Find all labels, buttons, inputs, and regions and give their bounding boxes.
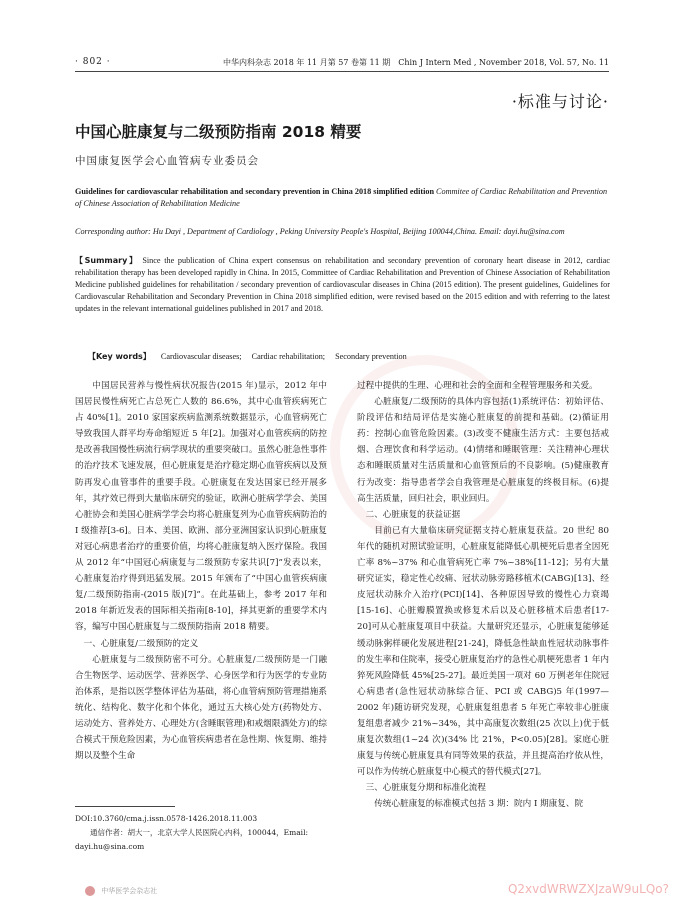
header-divider: [75, 71, 609, 72]
article-authors: 中国康复医学会心血管病专业委员会: [75, 155, 259, 167]
section-heading: 三、心脏康复分期和标准化流程: [365, 783, 486, 794]
corresponding-author: Corresponding author: Hu Dayi , Department of Cardiology , Peking University People's Hospital, Beijing 100044,China. Email: dayi.hu@sina.com: [75, 227, 565, 236]
summary-label: 【Summary】: [75, 256, 139, 265]
english-title: Guidelines for cardiovascular rehabilitation and secondary prevention in China 2018 simplified edition: [75, 187, 434, 196]
english-title-block: [75, 186, 610, 210]
section-heading: 二、心脏康复的获益证据: [365, 509, 461, 520]
paragraph: 心脏康复/二级预防的具体内容包括(1)系统评估：初始评估、阶段评估和结局评估是实施心脏康复的前提和基础。(2)循证用药：控制心血管危险因素。(3)改变不健康生活方式：主要包括戒烟、合理饮食和科学运动。(4)情绪和睡眠管理：关注精神心理状态和睡眠质量对生活质量和心血管预后的不良影响。(5)健康教育行为改变：指导患者学会自我管理是心脏康复的终极目标。(6)提高生活质量，回归社会，职业回归。: [357, 397, 609, 504]
page-number: · 802 ·: [75, 57, 111, 67]
footnote: [75, 812, 327, 854]
paragraph: 心脏康复与二级预防密不可分。心脏康复/二级预防是一门融合生物医学、运动医学、营养医学、心身医学和行为医学的专业防治体系，是指以医学整体评估为基础，将心血管病预防管理措施系统化、结构化、数字化和个体化，通过五大核心处方(药物处方、运动处方、营养处方、心理处方(含睡眠管理)和戒烟限酒处方)的综合模式干预危险因素，为心血管疾病患者在急性期、恢复期、维持期以及整个生命: [75, 654, 327, 762]
section-label: ·标准与讨论·: [511, 92, 609, 111]
publisher-footer: [85, 886, 157, 896]
keyword: Cardiovascular diseases;: [160, 352, 242, 361]
article-title: 中国心脏康复与二级预防指南 2018 精要: [75, 123, 362, 141]
english-authors: Commitee of Cardiac Rehabilitation and Prevention of Chinese Association of Rehabilitation Medicine: [75, 187, 608, 208]
keyword: Cardiac rehabilitation;: [251, 352, 326, 361]
body-column-left: [75, 378, 327, 764]
paragraph: 目前已有大量临床研究证据支持心脏康复获益。20 世纪 80 年代的随机对照试验证明，心脏康复能降低心肌梗死后患者全因死亡率 8%~37% 和心血管病死亡率 7%~38%[11-12]；另有大量研究证实，稳定性心绞痛、冠状动脉旁路移植术(CABG)[13]、经皮冠状动脉介入治疗(PCI)[14]、各种原因导致的慢性心力衰竭[15-16]、心脏瓣膜置换或修复术后以及心脏移植术后患者[17-20]可从心脏康复项目中获益。大量研究还显示，心脏康复能够延缓动脉粥样硬化发展进程[21-24]，降低急性缺血性冠状动脉事件的发生率和住院率，接受心脏康复治疗的急性心肌梗死患者 1 年内猝死风险降低 45%[25-27]。最近美国一项对 60 万例老年住院冠心病患者(急性冠状动脉综合征、PCI 或 CABG)5 年(1997—2002 年)随访研究发现，心脏康复组患者 5 年死亡率较非心脏康复组患者减少 21%~34%，其中高康复次数组(25 次以上)优于低康复次数组(1~24 次)(34% 比 21%，P<0.05)[28]。家庭心脏康复与传统心脏康复具有同等效果的获益，并且提高治疗依从性，可以作为传统心脏康复中心模式的替代模式[27]。: [357, 525, 609, 778]
section-heading: 一、心脏康复/二级预防的定义: [83, 638, 199, 649]
publisher-logo-icon: [85, 886, 95, 896]
correspondence-note: 通信作者：胡大一，北京大学人民医院心内科，100044，Email: dayi.hu@sina.com: [75, 828, 309, 851]
summary-text: Since the publication of China expert consensus on rehabilitation and secondary prevention of coronary heart disease in 2012, cardiac rehabilitation therapy has been developed rapidly in China. In 2015, Committee of Cardiac Rehabilitation and Prevention of Chinese Association of Rehabilitation Medicine published guidelines for rehabilitation / secondary prevention of cardiovascular diseases in China (2015 edition). The present guidelines, Guidelines for Cardiovascular Rehabilitation and Secondary Prevention in China 2018 simplified edition, were revised based on the 2015 edition and with referring to the latest updates in the relevant international guidelines published in 2017 and 2018.: [75, 256, 611, 313]
journal-header: 中华内科杂志 2018 年 11 月第 57 卷第 11 期 Chin J Intern Med , November 2018, Vol. 57, No. 11: [222, 58, 609, 67]
footnote-divider: [75, 806, 175, 807]
paragraph: 传统心脏康复的标准模式包括 3 期：院内 Ⅰ 期康复、院: [374, 799, 584, 810]
publisher-name: 中华医学会杂志社: [101, 887, 158, 895]
doi-text[interactable]: DOI:10.3760/cma.j.issn.0578-1426.2018.11.003: [75, 814, 258, 823]
paragraph: 过程中提供的生理、心理和社会的全面和全程管理服务和关爱。: [357, 381, 598, 391]
paragraph: 中国居民营养与慢性病状况报告(2015 年)显示，2012 年中国居民慢性病死亡占总死亡人数的 86.6%，其中心血管疾病死亡占 40%[1]。2010 家国家疾病监测系统数据显示，心血管病死亡导致我国人群平均寿命缩短近 5 年[2]。加强对心血管疾病的防控是改善我国慢性病流行病学现状的重要突破口。虽然心脏急性事件的治疗技术飞速发展，但心脏康复是治疗稳定期心血管疾病以及预防再发心血管事件的重要手段。心脏康复在发达国家已经开展多年，其疗效已得到大量临床研究的验证，欧洲心脏病学学会、美国心脏协会和美国心脏病学学会均将心脏康复列为心血管疾病防治的 Ⅰ 级推荐[3-6]。日本、美国、欧洲、部分亚洲国家认识到心脏康复对冠心病患者治疗的重要价值，均将心脏康复纳入医疗保险。我国从 2012 年“中国冠心病康复与二级预防专家共识[7]”发表以来，心脏康复治疗得到迅猛发展。2015 年颁布了“中国心血管疾病康复/二级预防指南-(2015 版)[7]”。在此基础上，参考 2017 年和 2018 年新近发表的国际相关指南[8-10]，择其更新的重要学术内容，编写中国心脏康复与二级预防指南 2018 精要。: [75, 381, 327, 633]
body-column-right: [357, 378, 609, 813]
keywords-label: 【Key words】: [88, 352, 151, 361]
keyword: Secondary prevention: [335, 352, 407, 361]
summary-block: [75, 255, 610, 315]
watermark-text: Q2xvdWRWZXJzaW9uLQo?: [507, 882, 669, 896]
keywords-block: [88, 351, 407, 362]
